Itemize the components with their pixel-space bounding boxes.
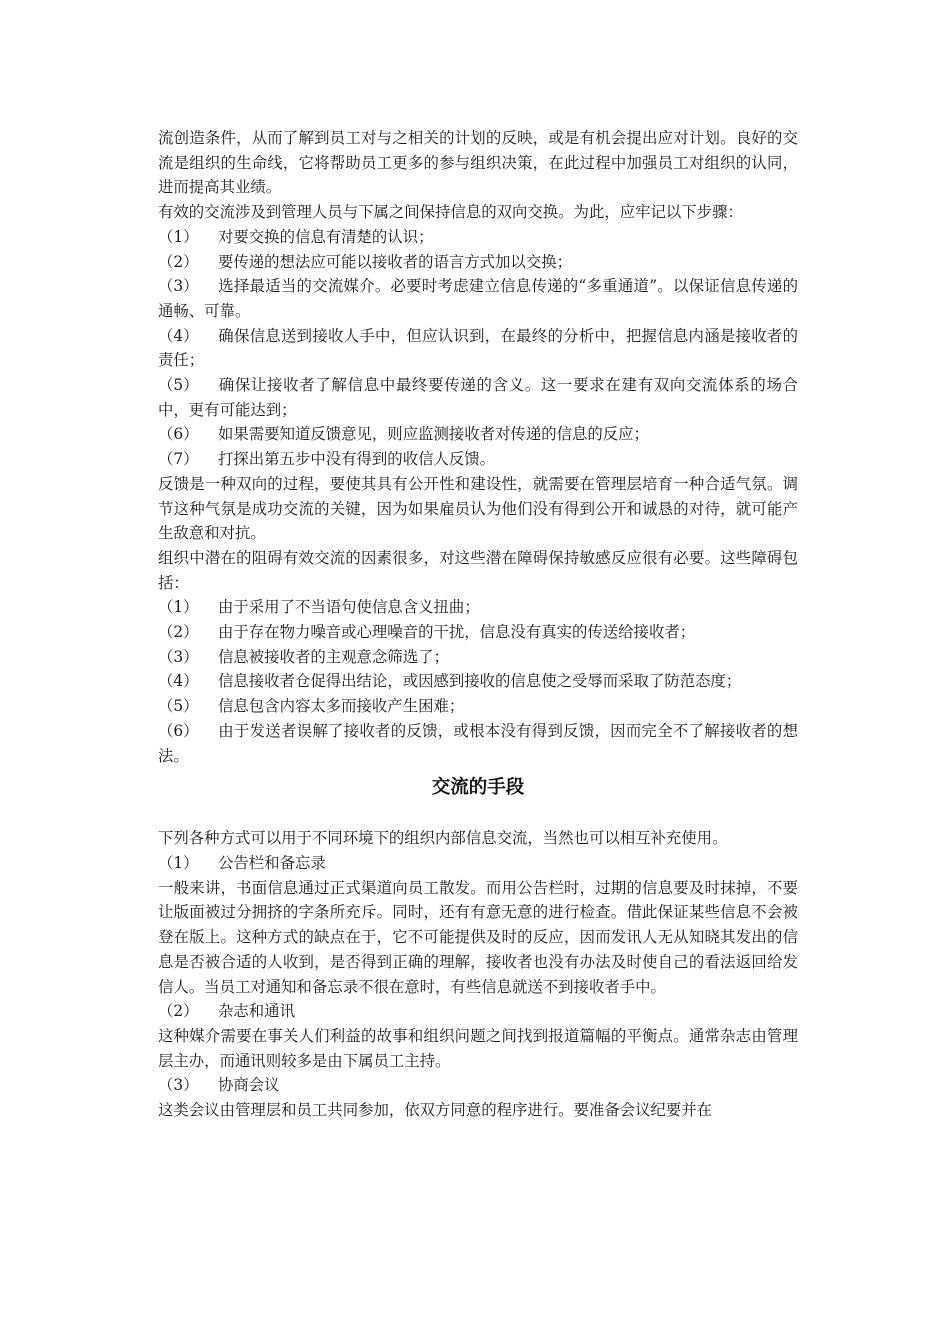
list-item-number: （5） — [158, 376, 199, 395]
method-number: （3） — [158, 1076, 199, 1095]
method-paragraph: 一般来讲，书面信息通过正式渠道向员工散发。而用公告栏时，过期的信息要及时抹掉，不要让版面被过分拥挤的字条所充斥。同时，还有有意无意的进行检查。借此保证某些信息不会被登在版上。这种方式的缺点在于，它不可能提供及时的反应，因而发讯人无从知晓其发出的信息是否被合适的人收到，是否得到正确的理解，接收者也没有办法及时使自己的看法返回给发信人。当员工对通知和备忘录不很在意时，有些信息就送不到接收者手中。 — [158, 878, 798, 996]
list-item-number: （7） — [158, 450, 199, 469]
list-item-number: （4） — [158, 672, 199, 691]
list-item-text: 打探出第五步中没有得到的收信人反馈。 — [218, 450, 496, 469]
list-item — [158, 373, 798, 422]
method-number: （2） — [158, 1002, 199, 1021]
list-item-text: 信息被接收者的主观意念筛选了； — [218, 647, 449, 666]
list-item-text: 信息包含内容太多而接收产生困难； — [218, 697, 465, 716]
barriers-list — [158, 595, 798, 768]
list-item-text: 确保让接收者了解信息中最终要传递的含义。这一要求在建有双向交流体系的场合中，更有可能达到； — [158, 376, 798, 419]
list-item-number: （3） — [158, 277, 199, 296]
list-item-text: 如果需要知道反馈意见，则应监测接收者对传递的信息的反应； — [218, 425, 649, 444]
document-body — [158, 126, 798, 1123]
barriers-intro-paragraph: 组织中潜在的阻碍有效交流的因素很多，对这些潜在障碍保持敏感反应很有必要。这些障碍包括： — [158, 548, 798, 592]
intro-paragraph: 流创造条件，从而了解到员工对与之相关的计划的反映，或是有机会提出应对计划。良好的交流是组织的生命线，它将帮助员工更多的参与组织决策，在此过程中加强员工对组织的认同，进而提高其业绩。 — [158, 129, 798, 197]
method-number: （1） — [158, 853, 199, 872]
method-paragraph: 这种媒介需要在事关人们利益的故事和组织问题之间找到报道篇幅的平衡点。通常杂志由管理层主办，而通讯则较多是由下属员工主持。 — [158, 1026, 798, 1070]
methods-intro-paragraph: 下列各种方式可以用于不同环境下的组织内部信息交流，当然也可以相互补充使用。 — [158, 829, 728, 848]
list-item-number: （2） — [158, 252, 199, 271]
method-heading — [158, 1073, 798, 1098]
list-item-text: 要传递的想法应可能以接收者的语言方式加以交换； — [218, 252, 572, 271]
list-item — [158, 250, 798, 275]
feedback-paragraph: 反馈是一种双向的过程，要使其具有公开性和建设性，就需要在管理层培育一种合适气氛。调节这种气氛是成功交流的关键，因为如果雇员认为他们没有得到公开和诚恳的对待，就可能产生敌意和对抗。 — [158, 474, 798, 543]
list-item — [158, 620, 798, 645]
list-item-number: （4） — [158, 326, 199, 345]
list-item — [158, 669, 798, 694]
list-item-number: （6） — [158, 721, 199, 740]
list-item-number: （5） — [158, 697, 199, 716]
list-item-text: 信息接收者仓促得出结论，或因感到接收的信息使之受辱而采取了防范态度； — [218, 672, 742, 691]
list-item-number: （1） — [158, 598, 199, 617]
list-item — [158, 324, 798, 373]
list-item-text: 由于存在物力噪音或心理噪音的干扰，信息没有真实的传送给接收者； — [218, 623, 696, 642]
list-item — [158, 645, 798, 670]
list-item — [158, 225, 798, 250]
list-item-text: 选择最适当的交流媒介。必要时考虑建立信息传递的“多重通道”。以保证信息传递的通畅、可靠。 — [158, 277, 798, 320]
list-item — [158, 719, 798, 768]
method-title: 协商会议 — [218, 1076, 280, 1095]
list-item-text: 对要交换的信息有清楚的认识； — [218, 227, 434, 246]
section-heading: 交流的手段 — [431, 777, 525, 799]
list-item — [158, 274, 798, 323]
list-item — [158, 595, 798, 620]
list-item-text: 由于发送者误解了接收者的反馈，或根本没有得到反馈，因而完全不了解接收者的想法。 — [158, 721, 798, 765]
method-heading — [158, 999, 798, 1024]
list-item-number: （2） — [158, 623, 199, 642]
list-item-number: （6） — [158, 425, 199, 444]
list-item — [158, 422, 798, 447]
method-heading — [158, 851, 798, 876]
list-item-number: （3） — [158, 647, 199, 666]
method-title: 杂志和通讯 — [218, 1002, 295, 1021]
list-item-text: 确保信息送到接收人手中，但应认识到，在最终的分析中，把握信息内涵是接收者的责任； — [158, 326, 798, 370]
method-paragraph: 这类会议由管理层和员工共同参加，依双方同意的程序进行。要准备会议纪要并在 — [158, 1101, 713, 1120]
steps-list — [158, 225, 798, 472]
list-item — [158, 447, 798, 472]
list-item — [158, 694, 798, 719]
method-title: 公告栏和备忘录 — [218, 853, 326, 872]
list-item-text: 由于采用了不当语句使信息含义扭曲； — [218, 598, 480, 617]
list-item-number: （1） — [158, 227, 199, 246]
steps-intro-paragraph: 有效的交流涉及到管理人员与下属之间保持信息的双向交换。为此，应牢记以下步骤： — [158, 203, 743, 222]
